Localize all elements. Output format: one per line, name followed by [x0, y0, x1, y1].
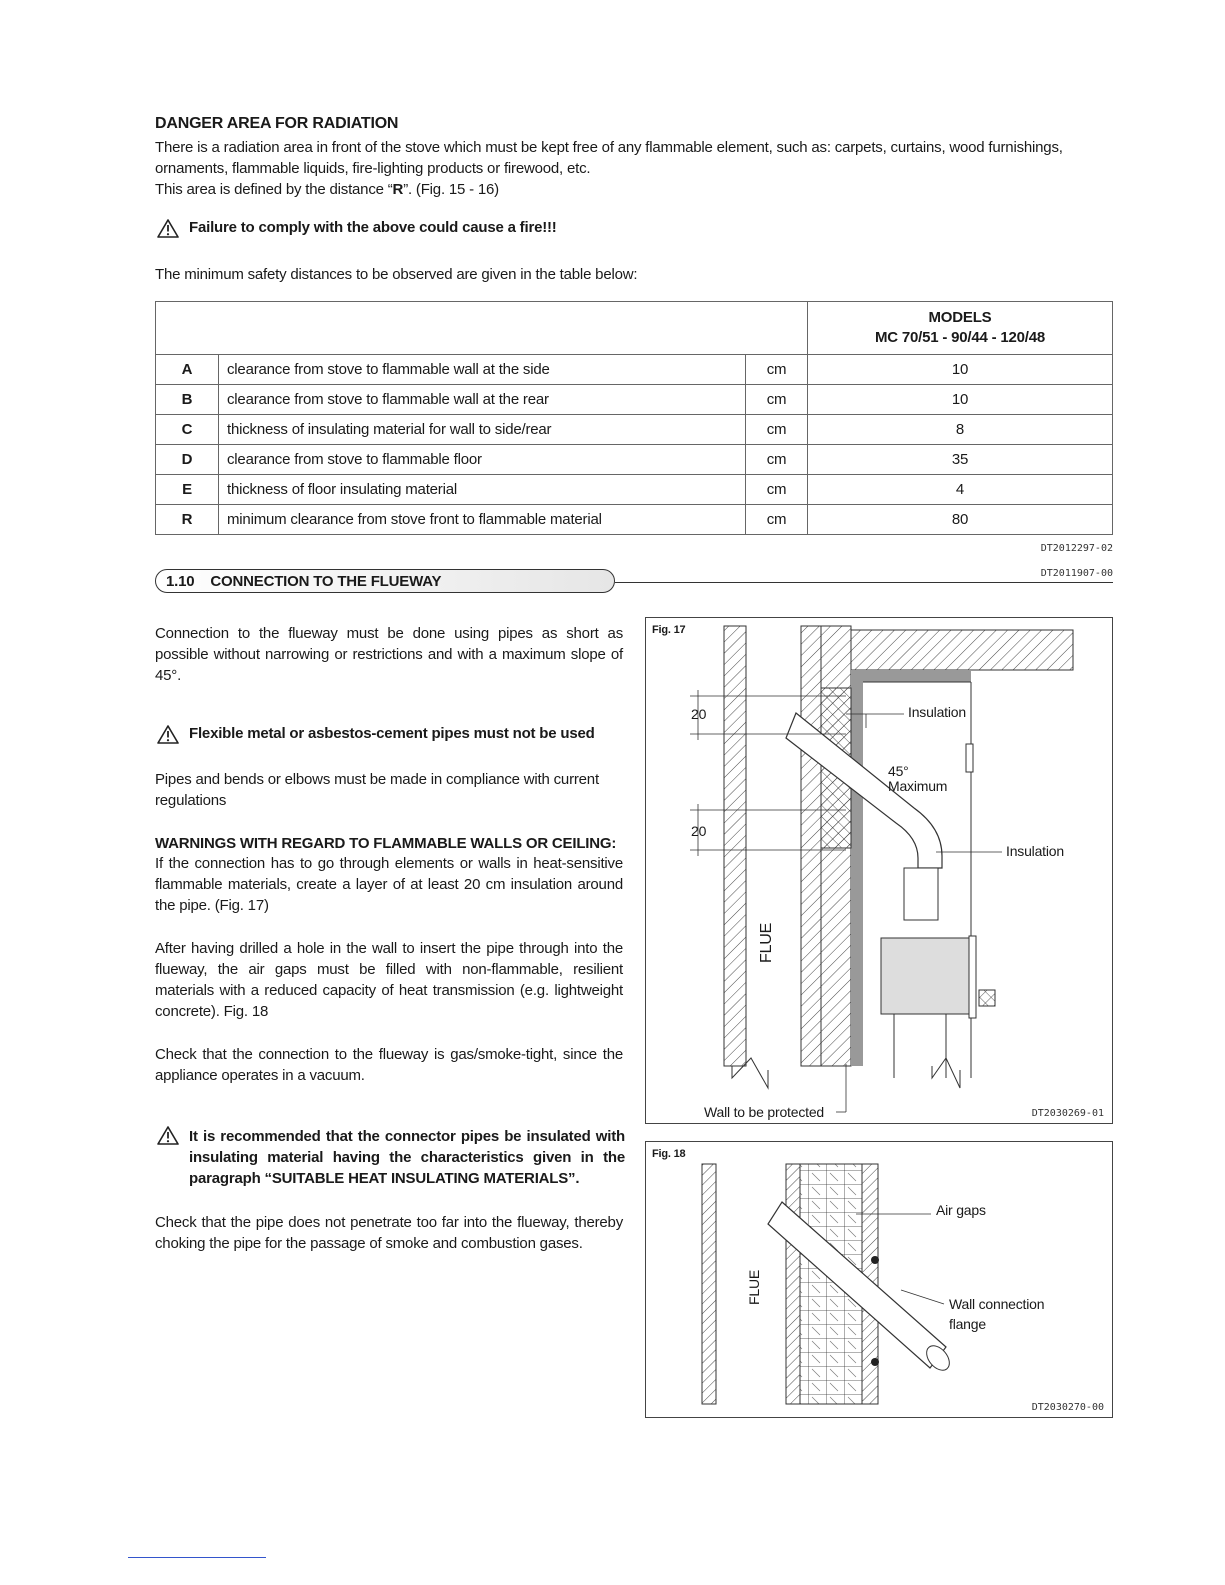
- row-value: 80: [808, 505, 1113, 535]
- row-description: thickness of floor insulating material: [219, 475, 746, 505]
- fig17-insulation-right-label: Insulation: [1006, 843, 1064, 859]
- fig17-wall-label: Wall to be protected: [704, 1104, 824, 1120]
- section-header-flueway: [155, 569, 615, 593]
- row-key: A: [156, 355, 219, 385]
- fig18-code: DT2030270-00: [1031, 1402, 1104, 1413]
- table-intro: The minimum safety distances to be observed are given in the table below:: [155, 266, 638, 283]
- row-unit: cm: [746, 415, 808, 445]
- fig17-code: DT2030269-01: [1031, 1108, 1104, 1119]
- figure-17-drawing: [646, 618, 1113, 1124]
- table-header-models: [808, 302, 1113, 355]
- warning-triangle-icon: [157, 219, 179, 238]
- row-key: E: [156, 475, 219, 505]
- figure-17-label: Fig. 17: [652, 624, 686, 636]
- air-gaps-paragraph: After having drilled a hole in the wall to insert the pipe through into the flueway, the air gaps must be filled with non-flammable, resilient materials with a reduced capacity of heat transmission (e.g. lightweight concrete). Fig. 18: [155, 940, 623, 1020]
- pipes-paragraph: Pipes and bends or elbows must be made in compliance with current regulations: [155, 771, 599, 809]
- table-header-empty: [156, 302, 808, 355]
- table-row: [156, 385, 1113, 415]
- fig17-dimension-top: 20: [691, 706, 707, 722]
- insulation-warning: [157, 1126, 625, 1189]
- row-unit: cm: [746, 385, 808, 415]
- table-row: [156, 445, 1113, 475]
- models-header-line-2: MC 70/51 - 90/44 - 120/48: [874, 329, 1046, 346]
- row-description: minimum clearance from stove front to flammable material: [219, 505, 746, 535]
- smoke-tight-paragraph: Check that the connection to the flueway is gas/smoke-tight, since the appliance operates in a vacuum.: [155, 1046, 623, 1084]
- row-value: 10: [808, 385, 1113, 415]
- models-header-line-1: MODELS: [928, 309, 992, 326]
- row-unit: cm: [746, 505, 808, 535]
- row-unit: cm: [746, 445, 808, 475]
- section-title: CONNECTION TO THE FLUEWAY: [210, 572, 442, 590]
- radiation-line-2: ornaments, flammable liquids, fire-lighting products or firewood, etc.: [155, 160, 591, 177]
- penetration-paragraph: Check that the pipe does not penetrate too far into the flueway, thereby choking the pipe for the passage of smoke and combustion gases.: [155, 1214, 623, 1252]
- pipe-warning: [157, 725, 627, 744]
- row-key: C: [156, 415, 219, 445]
- row-value: 8: [808, 415, 1113, 445]
- figure-18-label: Fig. 18: [652, 1148, 686, 1160]
- fig17-flue-label: FLUE: [758, 922, 775, 963]
- radiation-line-3: [155, 179, 1115, 200]
- fire-warning-text: Failure to comply with the above could cause a fire!!!: [189, 219, 557, 236]
- row-description: thickness of insulating material for wall to side/rear: [219, 415, 746, 445]
- figure-17: [645, 617, 1113, 1124]
- footer-line: [128, 1557, 266, 1558]
- warning-triangle-icon: [157, 1126, 179, 1145]
- fire-warning: [157, 219, 557, 238]
- figure-18: [645, 1141, 1113, 1418]
- figure-18-drawing: [646, 1142, 1113, 1418]
- fig17-dimension-bottom: 20: [691, 823, 707, 839]
- radiation-p2-prefix: This area is defined by the distance “: [155, 181, 393, 198]
- section-divider: [615, 582, 1113, 583]
- radiation-p2-suffix: ”. (Fig. 15 - 16): [403, 181, 499, 198]
- row-value: 4: [808, 475, 1113, 505]
- fig18-flue-label: FLUE: [746, 1270, 762, 1305]
- fig17-insulation-top-label: Insulation: [908, 704, 966, 720]
- fig17-angle-label: [888, 764, 947, 794]
- table-row: [156, 475, 1113, 505]
- row-unit: cm: [746, 475, 808, 505]
- fig18-flange-line-1: Wall connection: [949, 1296, 1045, 1312]
- radiation-line-1: There is a radiation area in front of the stove which must be kept free of any flammable element, such as: carpets, curtains, wood furnishings,: [155, 139, 1063, 156]
- section-code: DT2011907-00: [1040, 568, 1113, 579]
- warning-triangle-icon: [157, 725, 179, 744]
- fig18-flange-line-2: flange: [949, 1316, 986, 1332]
- fig17-angle-value: 45°: [888, 763, 909, 779]
- pipe-warning-text: Flexible metal or asbestos-cement pipes must not be used: [189, 725, 595, 742]
- row-value: 35: [808, 445, 1113, 475]
- row-description: clearance from stove to flammable floor: [219, 445, 746, 475]
- row-key: R: [156, 505, 219, 535]
- section-number: 1.10: [166, 572, 195, 590]
- fig18-flange-label: [949, 1294, 1044, 1334]
- insulation-warning-text: It is recommended that the connector pipes be insulated with insulating material having the characteristics given in the paragraph “SUITABLE HEAT INSULATING MATERIALS”.: [189, 1128, 625, 1187]
- row-value: 10: [808, 355, 1113, 385]
- table-code: DT2012297-02: [1040, 543, 1113, 554]
- section-title-radiation: DANGER AREA FOR RADIATION: [155, 115, 399, 132]
- row-description: clearance from stove to flammable wall at the rear: [219, 385, 746, 415]
- table-header-row: [156, 302, 1113, 355]
- connection-paragraph: Connection to the flueway must be done using pipes as short as possible without narrowing or restrictions and with a maximum slope of 45°.: [155, 625, 623, 684]
- fig17-maximum: Maximum: [888, 778, 948, 794]
- row-unit: cm: [746, 355, 808, 385]
- insulation-paragraph: If the connection has to go through elements or walls in heat-sensitive flammable materials, create a layer of at least 20 cm insulation around the pipe. (Fig. 17): [155, 855, 623, 914]
- table-row: [156, 505, 1113, 535]
- fig18-air-gaps-label: Air gaps: [936, 1202, 986, 1218]
- radiation-paragraph: [155, 137, 1115, 200]
- table-row: [156, 355, 1113, 385]
- row-key: B: [156, 385, 219, 415]
- warnings-title: WARNINGS WITH REGARD TO FLAMMABLE WALLS OR CEILING:: [155, 835, 617, 852]
- safety-distance-table: [155, 301, 1113, 535]
- row-key: D: [156, 445, 219, 475]
- table-row: [156, 415, 1113, 445]
- row-description: clearance from stove to flammable wall at the side: [219, 355, 746, 385]
- radiation-p2-bold: R: [392, 181, 404, 198]
